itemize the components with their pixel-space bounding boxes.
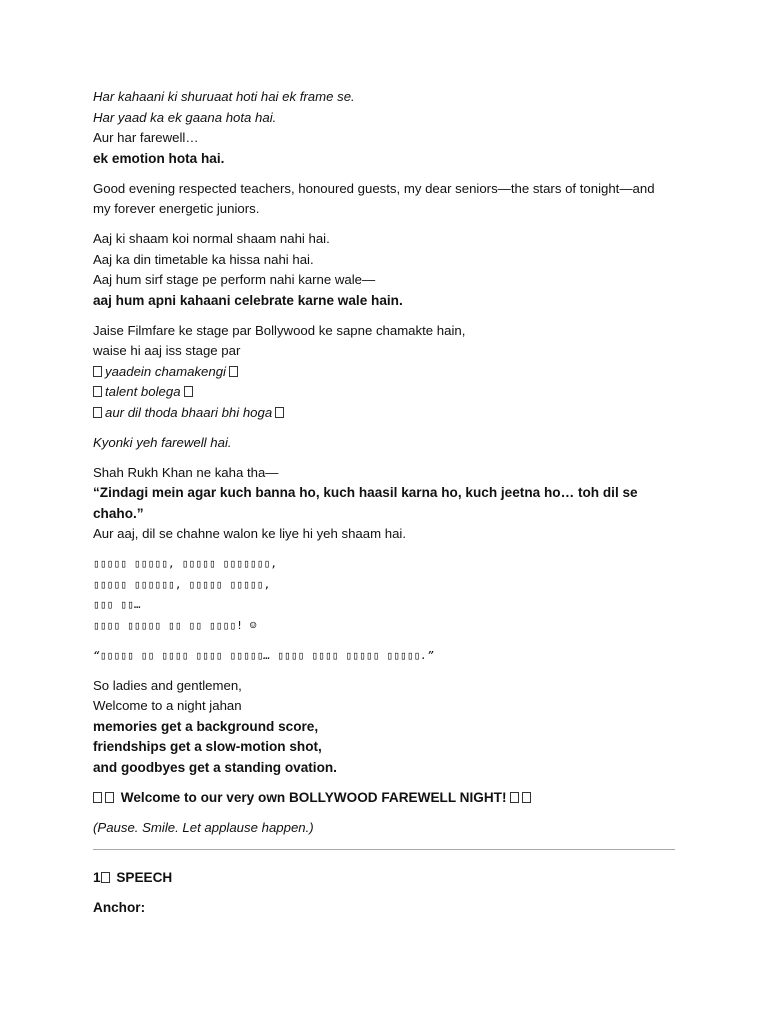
devanagari-line: ▯▯▯▯▯ ▯▯▯▯▯, ▯▯▯▯▯ ▯▯▯▯▯▯▯, bbox=[93, 557, 278, 570]
filmfare-line-talent bbox=[93, 382, 675, 403]
missing-emoji-icon bbox=[522, 792, 531, 803]
section-heading-paragraph bbox=[93, 868, 675, 889]
srk-paragraph bbox=[93, 463, 675, 545]
srk-outro: Aur aaj, dil se chahne walon ke liye hi yeh shaam hai. bbox=[93, 526, 407, 541]
filmfare-line: Jaise Filmfare ke stage par Bollywood ke sapne chamakte hain, bbox=[93, 322, 466, 338]
greeting-text: Good evening respected teachers, honoured guests, my dear seniors—the stars of tonight—and my forever energetic juniors. bbox=[93, 180, 655, 216]
shaam-line: Aaj hum sirf stage pe perform nahi karne wale— bbox=[93, 272, 376, 287]
section-heading bbox=[93, 868, 675, 889]
missing-emoji-icon bbox=[275, 407, 284, 418]
shaam-line-bold: aaj hum apni kahaani celebrate karne wale hain. bbox=[93, 292, 403, 308]
welcome-paragraph bbox=[93, 676, 675, 779]
shaam-paragraph bbox=[93, 229, 675, 311]
opening-line: Har kahaani ki shuruaat hoti hai ek frame se. bbox=[93, 89, 355, 104]
missing-emoji-icon bbox=[229, 366, 238, 377]
missing-emoji-icon bbox=[93, 792, 102, 803]
missing-emoji-icon bbox=[93, 386, 102, 397]
missing-emoji-icon bbox=[93, 407, 102, 418]
document-body bbox=[93, 87, 675, 928]
headline-text: Welcome to our very own BOLLYWOOD FAREWELL NIGHT! bbox=[120, 789, 507, 805]
yaadein-text: yaadein chamakengi bbox=[105, 363, 226, 379]
devanagari-quote-paragraph bbox=[93, 646, 675, 667]
welcome-line-bold: and goodbyes get a standing ovation. bbox=[93, 759, 337, 775]
missing-emoji-icon bbox=[105, 792, 114, 803]
opening-line: Aur har farewell… bbox=[93, 130, 199, 145]
filmfare-line-yaadein bbox=[93, 362, 675, 383]
dil-text: aur dil thoda bhaari bhi hoga bbox=[105, 404, 273, 420]
devanagari-line: ▯▯▯ ▯▯… bbox=[93, 598, 141, 611]
stage-direction-paragraph bbox=[93, 818, 675, 839]
filmfare-line-dil bbox=[93, 403, 675, 424]
greeting-paragraph bbox=[93, 179, 675, 220]
section-title: SPEECH bbox=[116, 870, 173, 885]
welcome-line: So ladies and gentlemen, bbox=[93, 677, 242, 693]
missing-emoji-icon bbox=[93, 366, 102, 377]
horizontal-divider bbox=[93, 849, 675, 850]
shaam-line: Aaj ka din timetable ka hissa nahi hai. bbox=[93, 251, 314, 267]
srk-quote: “Zindagi mein agar kuch banna ho, kuch haasil karna ho, kuch jeetna ho… toh dil se chaho.” bbox=[93, 485, 638, 521]
opening-paragraph bbox=[93, 87, 675, 169]
devanagari-line: ▯▯▯▯▯ ▯▯▯▯▯▯, ▯▯▯▯▯ ▯▯▯▯▯, bbox=[93, 577, 271, 591]
opening-line-bold: ek emotion hota hai. bbox=[93, 150, 225, 166]
farewell-note-paragraph bbox=[93, 433, 675, 454]
headline-paragraph bbox=[93, 788, 675, 809]
section-number: 1 bbox=[93, 870, 101, 885]
devanagari-quote: “▯▯▯▯▯ ▯▯ ▯▯▯▯ ▯▯▯▯ ▯▯▯▯▯… ▯▯▯▯ ▯▯▯▯ ▯▯▯▯▯ ▯▯▯▯▯.” bbox=[93, 648, 435, 662]
srk-intro: Shah Rukh Khan ne kaha tha— bbox=[93, 464, 279, 480]
welcome-line-bold: friendships get a slow-motion shot, bbox=[93, 739, 322, 754]
missing-emoji-icon bbox=[184, 386, 193, 397]
welcome-line: Welcome to a night jahan bbox=[93, 698, 242, 713]
headline bbox=[93, 788, 675, 809]
farewell-note: Kyonki yeh farewell hai. bbox=[93, 434, 232, 450]
anchor-paragraph bbox=[93, 898, 675, 919]
devanagari-paragraph bbox=[93, 554, 675, 636]
opening-line: Har yaad ka ek gaana hota hai. bbox=[93, 109, 277, 125]
filmfare-paragraph bbox=[93, 321, 675, 424]
filmfare-line: waise hi aaj iss stage par bbox=[93, 343, 241, 358]
stage-direction: (Pause. Smile. Let applause happen.) bbox=[93, 819, 314, 835]
missing-emoji-icon bbox=[510, 792, 519, 803]
welcome-line-bold: memories get a background score, bbox=[93, 718, 319, 734]
shaam-line: Aaj ki shaam koi normal shaam nahi hai. bbox=[93, 231, 330, 246]
talent-text: talent bolega bbox=[105, 384, 181, 399]
anchor-label: Anchor: bbox=[93, 900, 146, 915]
devanagari-line: ▯▯▯▯ ▯▯▯▯▯ ▯▯ ▯▯ ▯▯▯▯! ☺ bbox=[93, 618, 257, 632]
missing-emoji-icon bbox=[101, 872, 110, 883]
